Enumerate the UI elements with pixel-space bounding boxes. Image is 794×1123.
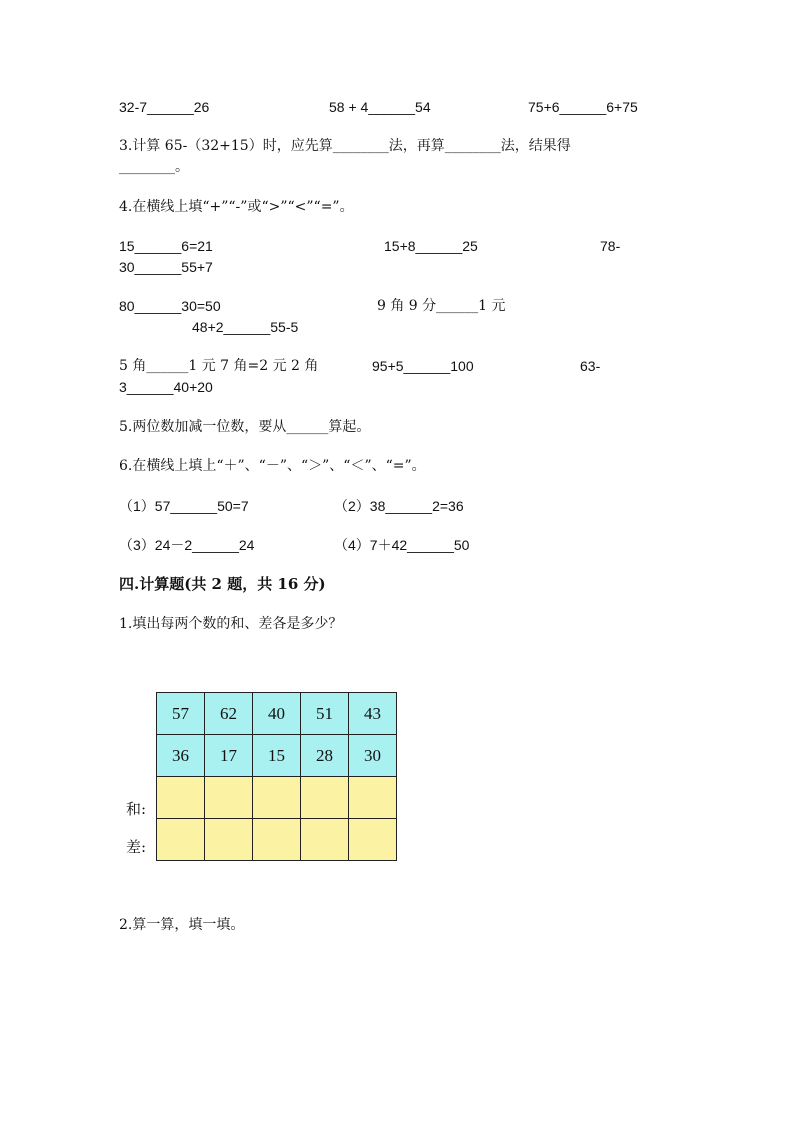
- table-cell: 28: [301, 735, 349, 777]
- sum-label: 和:: [126, 800, 147, 818]
- q6-item3: （3）24－2______24: [119, 537, 255, 553]
- q4-r2b: 9 角 9 分______1 元: [377, 298, 506, 314]
- table-row: [157, 693, 397, 735]
- section4-title: 四.计算题(共 2 题，共 16 分): [119, 575, 326, 593]
- sum-answer-cell[interactable]: [157, 777, 205, 819]
- q6-item4: （4）7＋42______50: [334, 537, 470, 553]
- q4-r1b: 15+8______25: [384, 238, 478, 254]
- diff-label: 差:: [126, 838, 147, 856]
- table-cell: 43: [349, 693, 397, 735]
- q4-r1a: 15______6=21: [119, 238, 213, 254]
- q6-title: 6.在横线上填上“＋”、“－”、“＞”、“＜”、“=”。: [119, 458, 426, 474]
- table-row: [157, 735, 397, 777]
- table-cell: 30: [349, 735, 397, 777]
- table-cell: 17: [205, 735, 253, 777]
- table-cell: 15: [253, 735, 301, 777]
- table-cell: 36: [157, 735, 205, 777]
- diff-answer-cell[interactable]: [301, 819, 349, 861]
- section4-q1-title: 1.填出每两个数的和、差各是多少？: [119, 616, 343, 632]
- sum-answer-cell[interactable]: [349, 777, 397, 819]
- sum-diff-table: [156, 692, 397, 861]
- diff-answer-cell[interactable]: [157, 819, 205, 861]
- table-cell: 57: [157, 693, 205, 735]
- sum-answer-row: [157, 777, 397, 819]
- q4-r1d: 30______55+7: [119, 259, 213, 275]
- section4-q2-title: 2.算一算，填一填。: [119, 917, 245, 933]
- q6-item2: （2）38______2=36: [334, 498, 464, 514]
- table-cell: 40: [253, 693, 301, 735]
- sum-answer-cell[interactable]: [205, 777, 253, 819]
- q4-r3a: 5 角______1 元 7 角=2 元 2 角: [119, 358, 319, 374]
- table-cell: 51: [301, 693, 349, 735]
- q5-text: 5.两位数加减一位数，要从______算起。: [119, 419, 371, 435]
- diff-answer-cell[interactable]: [349, 819, 397, 861]
- compare-item-a: 32-7______26: [119, 99, 210, 115]
- diff-answer-cell[interactable]: [205, 819, 253, 861]
- q4-r1c: 78-: [600, 238, 621, 254]
- diff-answer-cell[interactable]: [253, 819, 301, 861]
- q4-r2a: 80______30=50: [119, 298, 221, 314]
- table-cell: 62: [205, 693, 253, 735]
- q3-line2: ________。: [119, 159, 189, 175]
- q4-title: 4.在横线上填“+”“-”或“>”“<”“=”。: [119, 199, 354, 215]
- q6-item1: （1）57______50=7: [119, 498, 249, 514]
- sum-answer-cell[interactable]: [253, 777, 301, 819]
- q3-line1: 3.计算 65-（32+15）时，应先算________法，再算________法，结果得: [119, 138, 571, 154]
- sum-answer-cell[interactable]: [301, 777, 349, 819]
- q4-r2c: 48+2______55-5: [192, 319, 299, 335]
- compare-item-b: 58 + 4______54: [329, 99, 431, 115]
- compare-item-c: 75+6______6+75: [528, 99, 638, 115]
- q4-r3b: 95+5______100: [372, 358, 474, 374]
- q4-r3d: 3______40+20: [119, 379, 213, 395]
- q4-r3c: 63-: [580, 358, 601, 374]
- diff-answer-row: [157, 819, 397, 861]
